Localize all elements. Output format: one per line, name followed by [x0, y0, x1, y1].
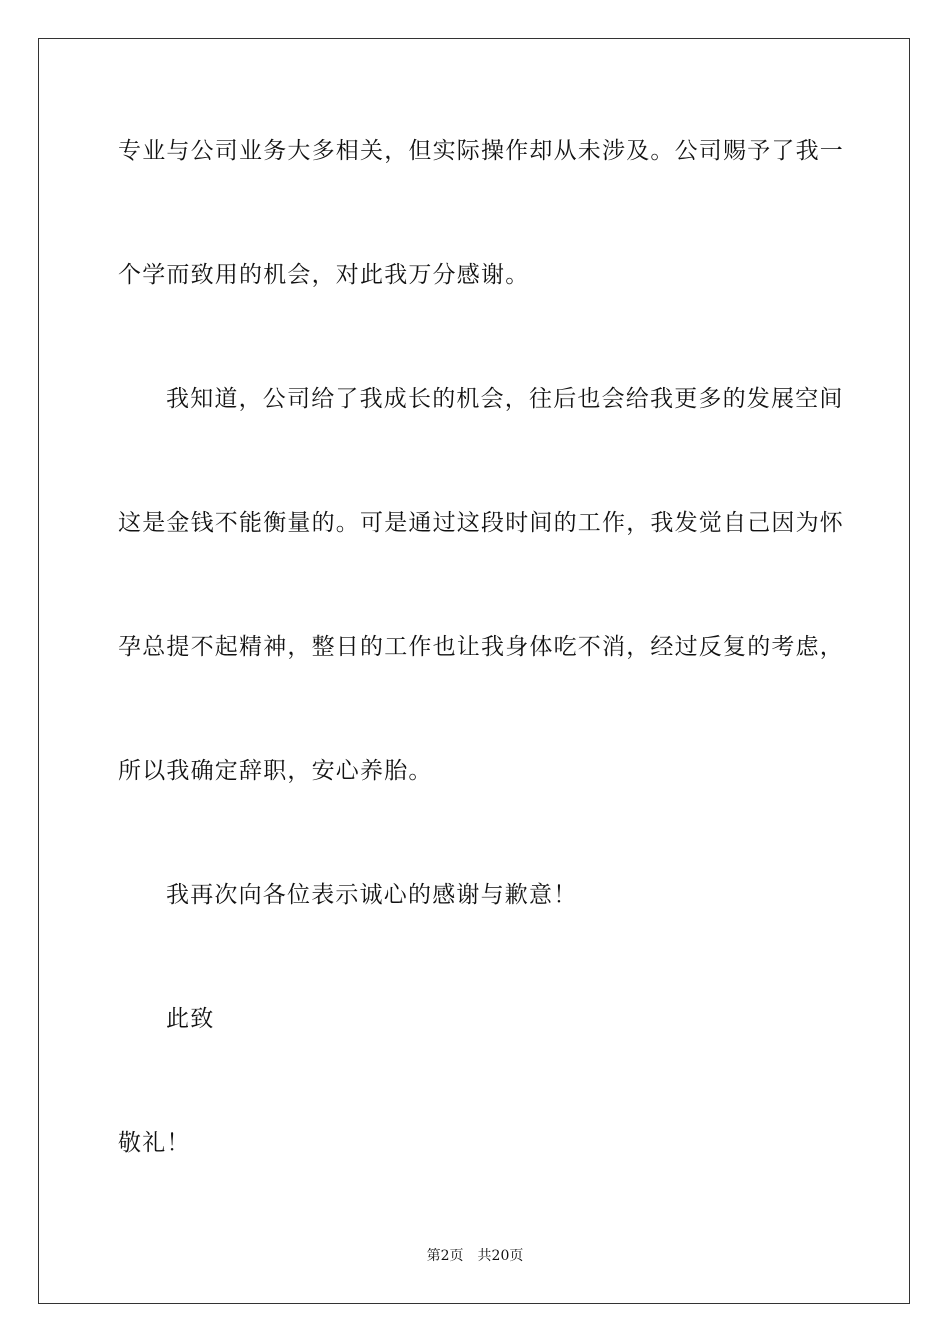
salutation-jingli: 敬礼！ [118, 1130, 191, 1156]
body-line-3: 我知道，公司给了我成长的机会，往后也会给我更多的发展空间 [166, 386, 844, 412]
page-footer [0, 1246, 950, 1266]
page-frame [38, 38, 910, 1304]
salutation-cizhi: 此致 [166, 1006, 215, 1032]
page-number-total: 共20页 [477, 1248, 524, 1264]
body-line-6: 所以我确定辞职，安心养胎。 [118, 758, 433, 784]
page-number-current: 第2页 [426, 1248, 464, 1264]
body-line-2: 个学而致用的机会，对此我万分感谢。 [118, 262, 530, 288]
body-line-1: 专业与公司业务大多相关，但实际操作却从未涉及。公司赐予了我一 [118, 138, 844, 164]
body-line-4: 这是金钱不能衡量的。可是通过这段时间的工作，我发觉自己因为怀 [118, 510, 844, 536]
body-line-5: 孕总提不起精神，整日的工作也让我身体吃不消，经过反复的考虑， [118, 634, 844, 660]
closing-apology-line: 我再次向各位表示诚心的感谢与歉意！ [166, 882, 578, 908]
